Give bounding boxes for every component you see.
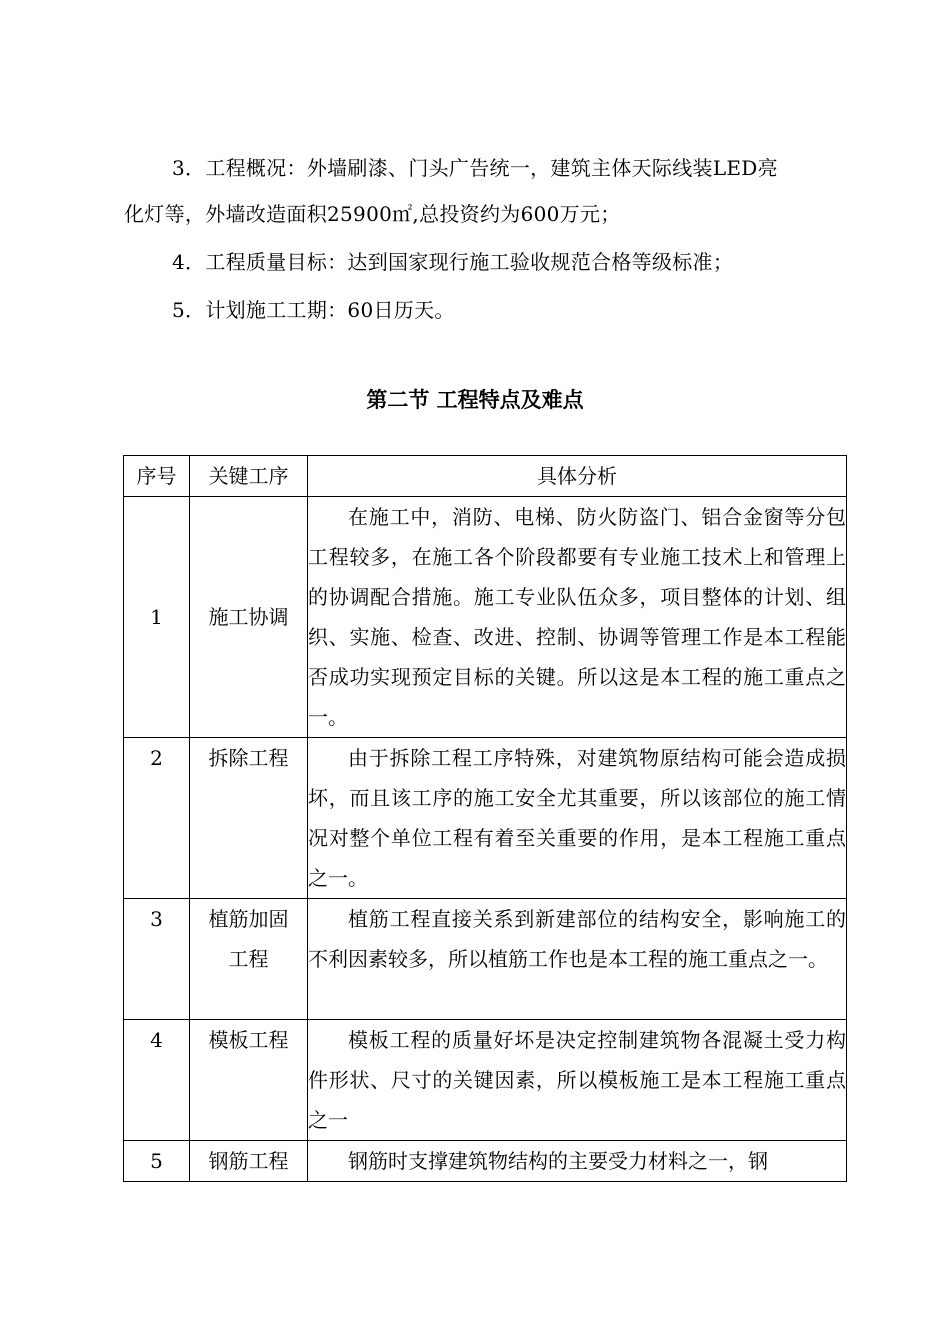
row-number: 2 xyxy=(124,738,190,899)
row-process: 施工协调 xyxy=(190,497,308,738)
section-title: 第二节 工程特点及难点 xyxy=(366,387,584,412)
row-analysis: 由于拆除工程工序特殊，对建筑物原结构可能会造成损坏，而且该工序的施工安全尤其重要，所以该部位的施工情况对整个单位工程有着至关重要的作用，是本工程施工重点之一。 xyxy=(308,738,847,899)
table-header-row xyxy=(124,456,847,497)
table-row xyxy=(124,738,847,899)
paragraph-overview-line2: 化灯等，外墙改造面积25900㎡,总投资约为600万元； xyxy=(124,202,621,226)
row-number: 3 xyxy=(124,899,190,1020)
table-row xyxy=(124,899,847,1020)
row-number: 5 xyxy=(124,1141,190,1182)
row-process: 植筋加固工程 xyxy=(190,899,308,1020)
row-number: 1 xyxy=(124,497,190,738)
table-row xyxy=(124,497,847,738)
paragraph-schedule: 5．计划施工工期：60日历天。 xyxy=(172,298,455,322)
row-number: 4 xyxy=(124,1020,190,1141)
table-row xyxy=(124,1020,847,1141)
paragraph-overview-line1: 3．工程概况：外墙刷漆、门头广告统一，建筑主体天际线装LED亮 xyxy=(172,156,778,180)
row-analysis: 模板工程的质量好坏是决定控制建筑物各混凝土受力构件形状、尺寸的关键因素，所以模板施工是本工程施工重点之一 xyxy=(308,1020,847,1141)
row-process: 拆除工程 xyxy=(190,738,308,899)
header-process: 关键工序 xyxy=(190,456,308,497)
header-analysis: 具体分析 xyxy=(308,456,847,497)
row-analysis: 在施工中，消防、电梯、防火防盗门、铝合金窗等分包工程较多，在施工各个阶段都要有专业施工技术上和管理上的协调配合措施。施工专业队伍众多，项目整体的计划、组织、实施、检查、改进、控制、协调等管理工作是本工程能否成功实现预定目标的关键。所以这是本工程的施工重点之一。 xyxy=(308,497,847,738)
paragraph-quality-target: 4．工程质量目标：达到国家现行施工验收规范合格等级标准； xyxy=(172,250,734,274)
analysis-table xyxy=(123,455,847,1182)
table-row xyxy=(124,1141,847,1182)
row-analysis: 植筋工程直接关系到新建部位的结构安全，影响施工的不利因素较多，所以植筋工作也是本工程的施工重点之一。 xyxy=(308,899,847,1020)
row-process: 模板工程 xyxy=(190,1020,308,1141)
row-process: 钢筋工程 xyxy=(190,1141,308,1182)
row-analysis: 钢筋时支撑建筑物结构的主要受力材料之一，钢 xyxy=(308,1141,847,1182)
header-number: 序号 xyxy=(124,456,190,497)
